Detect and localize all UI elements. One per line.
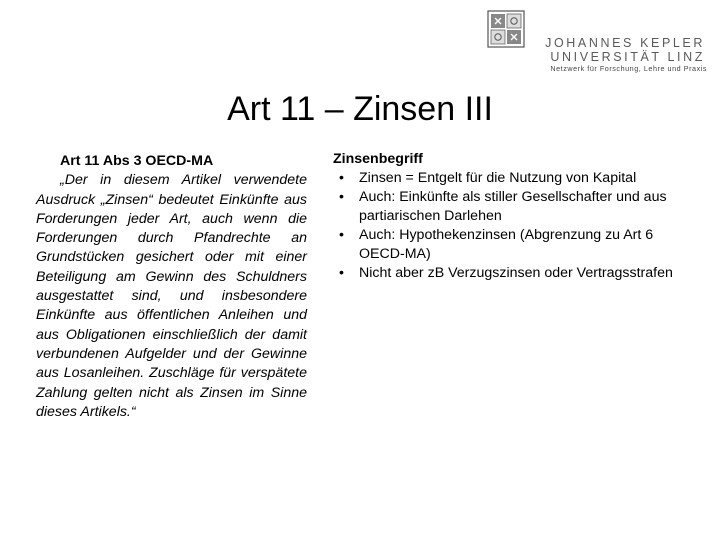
- logo-university-line: UNIVERSITÄT LINZ: [550, 50, 705, 64]
- article-heading: Art 11 Abs 3 OECD-MA: [60, 153, 214, 169]
- list-item: [333, 226, 673, 264]
- university-logo: [487, 10, 707, 72]
- bullet-icon: •: [339, 189, 344, 205]
- list-item: [333, 169, 673, 188]
- list-item-text: Auch: Hypothekenzinsen (Abgrenzung zu Art 6 OECD-MA): [359, 227, 654, 262]
- list-item: [333, 264, 673, 283]
- logo-tagline: Netzwerk für Forschung, Lehre und Praxis: [550, 64, 707, 73]
- list-item-text: Nicht aber zB Verzugszinsen oder Vertragsstrafen: [359, 265, 673, 281]
- definition-heading: Zinsenbegriff: [333, 151, 423, 167]
- list-item-text: Auch: Einkünfte als stiller Gesellschafter und aus partiarischen Darlehen: [359, 189, 667, 224]
- logo-name-line: JOHANNES KEPLER: [545, 36, 705, 50]
- bullet-icon: •: [339, 227, 344, 243]
- list-item-text: Zinsen = Entgelt für die Nutzung von Kapital: [359, 170, 637, 186]
- list-item: [333, 188, 673, 226]
- bullet-icon: •: [339, 170, 344, 186]
- article-quote-column: [36, 152, 307, 422]
- definition-column: [333, 150, 673, 283]
- slide-title: Art 11 – Zinsen III: [227, 90, 493, 128]
- bullet-icon: •: [339, 265, 344, 281]
- university-crest-icon: [487, 10, 525, 48]
- definition-list: [333, 169, 673, 283]
- article-quote-text: „Der in diesem Artikel verwendete Ausdruck „Zinsen“ bedeutet Einkünfte aus Forderungen jeder Art, auch wenn die Forderungen durch Pfandrechte an Grundstücken gesichert oder mit einer Beteiligung am Gewinn des Schuldners ausgestattet sind, und insbesondere Einkünfte aus öffentlichen Anleihen und aus Obligationen einschließlich der damit verbundenen Aufgelder und der Gewinne aus Losanleihen. Zuschläge für verspätete Zahlung gelten nicht als Zinsen im Sinne dieses Artikels.“: [36, 172, 307, 420]
